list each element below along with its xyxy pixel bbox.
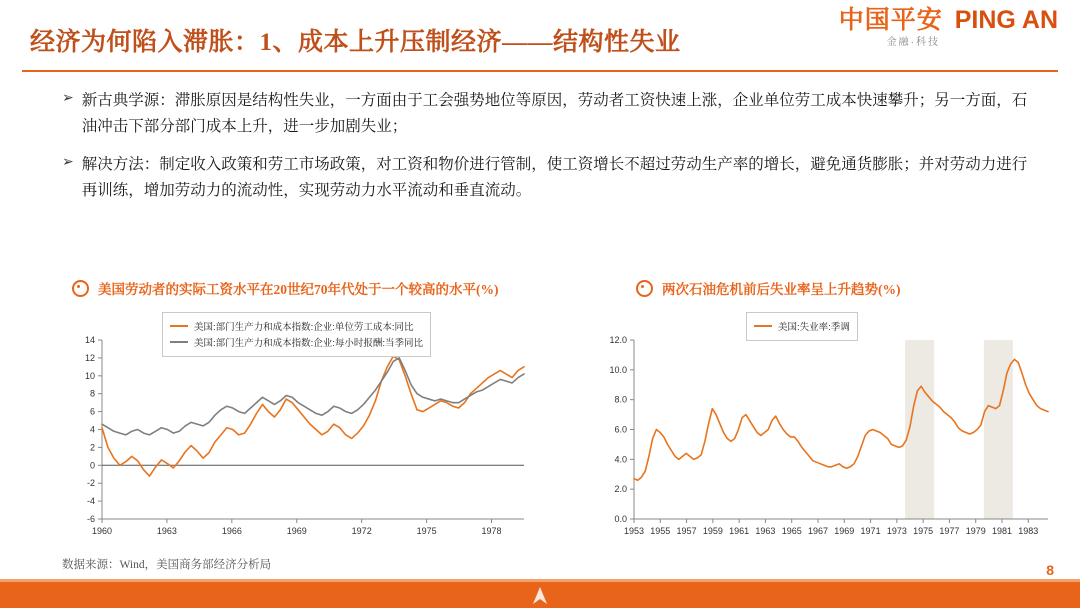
chart-legend: [746, 312, 858, 341]
page-title: 经济为何陷入滞胀：1、成本上升压制经济——结构性失业: [30, 29, 681, 56]
bullseye-icon: [72, 280, 89, 297]
svg-text:1973: 1973: [886, 526, 907, 536]
svg-text:2: 2: [89, 442, 95, 453]
legend-item: [170, 319, 423, 333]
svg-text:1981: 1981: [991, 526, 1013, 536]
footer-logo-icon: [526, 584, 554, 608]
bullet-marker-icon: ➢: [62, 91, 74, 106]
svg-text:4: 4: [89, 424, 95, 435]
chart-canvas-wages: [72, 310, 532, 545]
svg-text:1972: 1972: [351, 526, 372, 536]
svg-text:1969: 1969: [286, 526, 307, 536]
svg-text:1971: 1971: [860, 526, 881, 536]
chart-title: 两次石油危机前后失业率呈上升趋势(%): [662, 282, 901, 297]
svg-text:1969: 1969: [834, 526, 855, 536]
svg-text:1977: 1977: [939, 526, 960, 536]
svg-text:1975: 1975: [913, 526, 934, 536]
chart-panel-wages: [72, 278, 532, 545]
footer-band: [0, 582, 1080, 608]
chart-panel-unemployment: [609, 278, 1056, 545]
brand-logo: [839, 8, 1058, 48]
source-note: 数据来源：Wind，美国商务部经济分析局: [62, 559, 272, 571]
line-chart-unemployment: [576, 310, 1056, 545]
svg-text:1955: 1955: [650, 526, 671, 536]
chart-heading: [636, 278, 1056, 298]
svg-text:1979: 1979: [965, 526, 986, 536]
svg-text:1963: 1963: [156, 526, 177, 536]
svg-text:14: 14: [84, 335, 95, 345]
chart-canvas-unemployment: [576, 310, 1056, 545]
svg-text:1961: 1961: [729, 526, 750, 536]
brand-logo-sub: 金融·科技: [886, 37, 941, 48]
bullet-list: [62, 88, 1042, 216]
chart-heading: [72, 278, 532, 298]
svg-text:8: 8: [89, 388, 95, 399]
list-item: [62, 88, 1042, 140]
svg-text:6: 6: [89, 406, 95, 417]
svg-text:10: 10: [84, 370, 95, 381]
svg-text:6.0: 6.0: [614, 424, 627, 435]
svg-text:1957: 1957: [676, 526, 697, 536]
svg-text:4.0: 4.0: [614, 454, 627, 465]
title-divider: [22, 70, 1058, 72]
svg-text:1953: 1953: [623, 526, 645, 536]
svg-text:1978: 1978: [481, 526, 502, 536]
svg-text:1967: 1967: [807, 526, 829, 536]
legend-label: 美国:部门生产力和成本指数:企业:单位劳工成本:同比: [194, 322, 414, 333]
chart-title: 美国劳动者的实际工资水平在20世纪70年代处于一个较高的水平(%): [98, 282, 499, 297]
svg-text:1963: 1963: [755, 526, 776, 536]
svg-text:10.0: 10.0: [609, 364, 627, 375]
svg-text:2.0: 2.0: [614, 484, 627, 495]
legend-item: [754, 319, 850, 333]
svg-text:1959: 1959: [702, 526, 723, 536]
svg-text:-6: -6: [86, 514, 95, 524]
legend-swatch-icon: [754, 325, 772, 327]
svg-text:-4: -4: [86, 496, 95, 507]
svg-text:8.0: 8.0: [614, 394, 627, 405]
brand-logo-cn: 中国平安: [838, 7, 943, 34]
legend-swatch-icon: [170, 341, 188, 343]
svg-text:1965: 1965: [781, 526, 802, 536]
bullet-marker-icon: ➢: [62, 155, 74, 170]
page-number: 8: [1046, 562, 1054, 578]
legend-item: [170, 335, 423, 349]
svg-text:12.0: 12.0: [609, 335, 627, 345]
svg-text:1983: 1983: [1018, 526, 1039, 536]
bullet-text: 新古典学源：滞胀原因是结构性失业，一方面由于工会强势地位等原因，劳动者工资快速上涨，企业单位劳工成本快速攀升；另一方面，石油冲击下部分部门成本上升，进一步加剧失业；: [81, 92, 1028, 135]
chart-legend: [162, 312, 431, 357]
svg-text:1960: 1960: [91, 526, 113, 536]
svg-text:-2: -2: [86, 478, 95, 489]
legend-swatch-icon: [170, 325, 188, 327]
svg-text:12: 12: [84, 352, 95, 363]
svg-text:1966: 1966: [221, 526, 242, 536]
bullet-text: 解决方法：制定收入政策和劳工市场政策，对工资和物价进行管制，使工资增长不超过劳动生产率的增长，避免通货膨胀；并对劳动力进行再训练，增加劳动力的流动性，实现劳动力水平流动和垂直流动。: [81, 156, 1028, 199]
svg-text:0: 0: [89, 460, 95, 471]
list-item: [62, 152, 1042, 204]
legend-label: 美国:部门生产力和成本指数:企业:每小时报酬:当季同比: [194, 338, 424, 349]
bullseye-icon: [636, 280, 653, 297]
brand-logo-en: PING AN: [954, 6, 1058, 34]
legend-label: 美国:失业率:季调: [778, 322, 850, 333]
svg-text:0.0: 0.0: [614, 514, 627, 524]
svg-text:1975: 1975: [416, 526, 437, 536]
